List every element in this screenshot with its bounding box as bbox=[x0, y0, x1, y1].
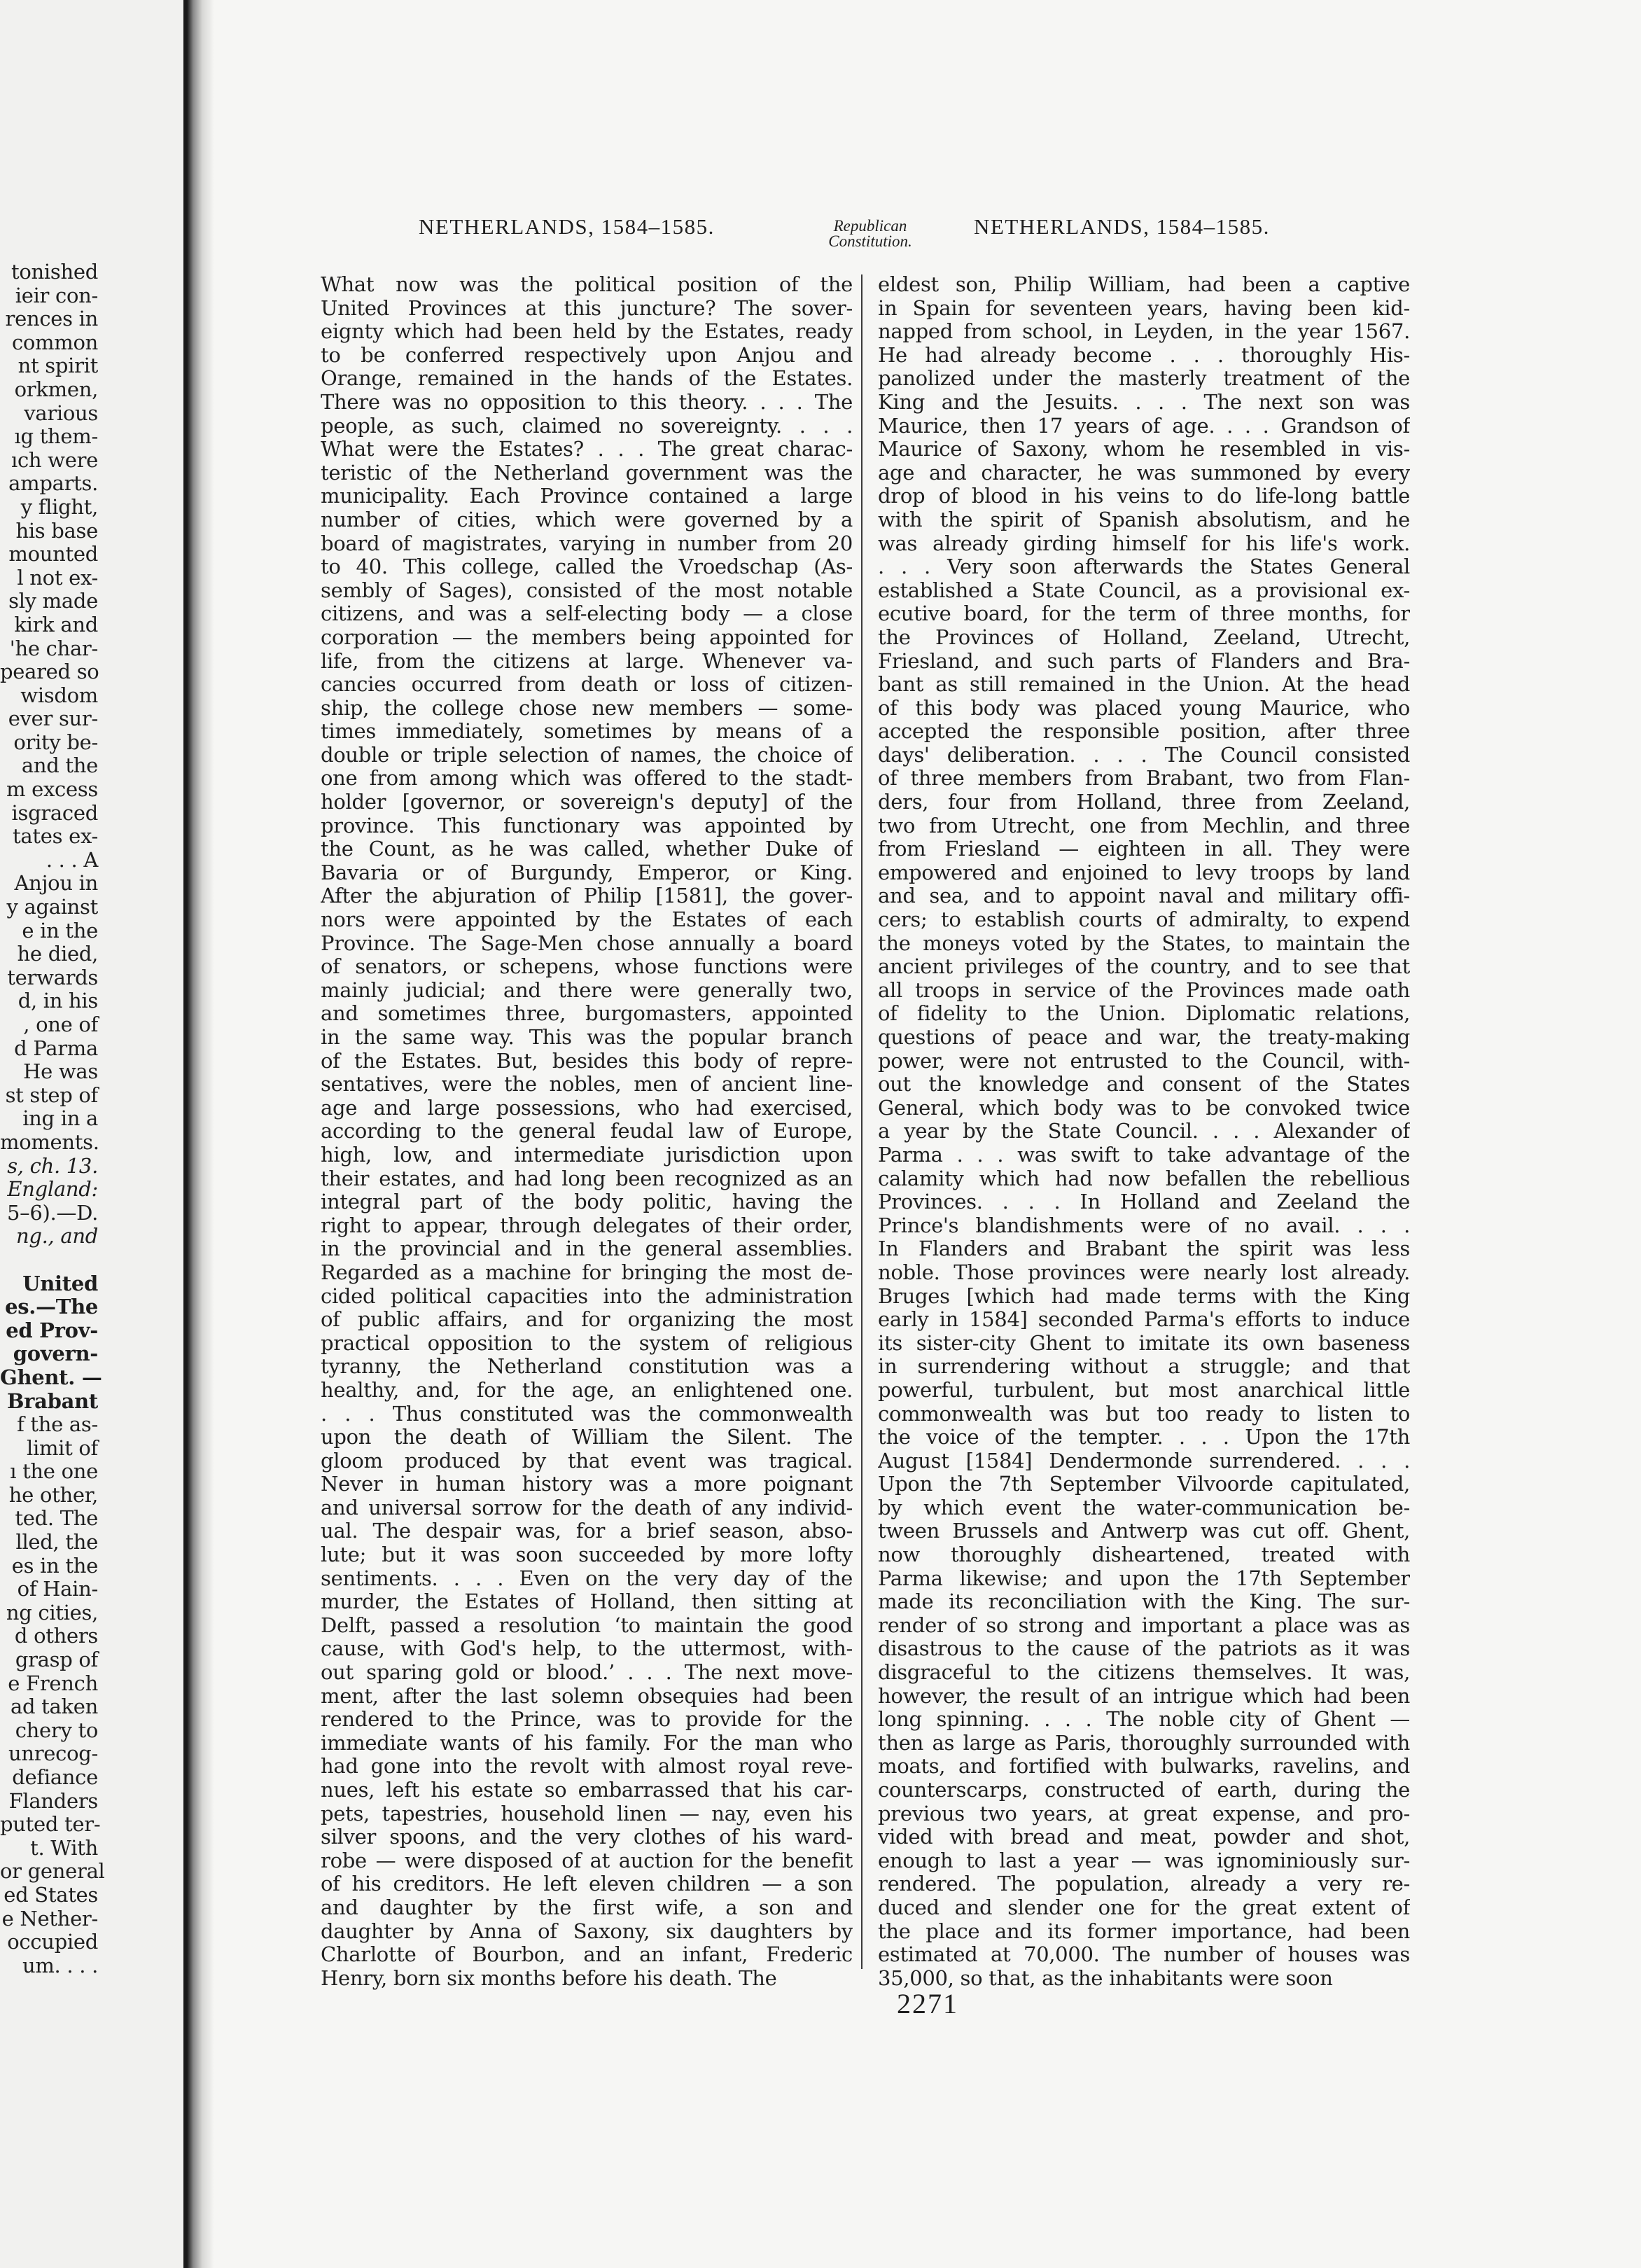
facing-page-line: y flight, bbox=[20, 494, 98, 519]
facing-page-line: various bbox=[24, 401, 98, 425]
text-line: cers; to establish courts of admiralty, to expend bbox=[878, 908, 1410, 932]
text-line: pets, tapestries, household linen — nay, even his bbox=[321, 1802, 853, 1825]
text-line: the place and its former importance, had been bbox=[878, 1919, 1410, 1943]
text-line: murder, the Estates of Holland, then sitting at bbox=[321, 1590, 853, 1614]
text-line: drop of blood in his veins to do life-long battle bbox=[878, 485, 1410, 508]
text-line: days' deliberation. . . . The Council consisted bbox=[878, 743, 1410, 767]
sidenote-line-2: Constitution. bbox=[828, 232, 912, 250]
facing-page-line: d, in his bbox=[18, 989, 98, 1013]
text-line: duced and slender one for the great extent of bbox=[878, 1895, 1410, 1919]
facing-page-line: or general bbox=[0, 1859, 105, 1884]
facing-page-line: ed Prov- bbox=[6, 1318, 98, 1342]
text-line: cided political capacities into the administration bbox=[321, 1284, 853, 1308]
text-line: and sometimes three, burgomasters, appointed bbox=[321, 1002, 853, 1026]
text-line: rendered. The population, already a very re- bbox=[878, 1872, 1410, 1896]
text-line: established a State Council, as a provisional ex- bbox=[878, 578, 1410, 602]
text-line: their estates, and had long been recognized as an bbox=[321, 1167, 853, 1190]
text-line: Bavaria or of Burgundy, Emperor, or King. bbox=[321, 861, 853, 884]
text-line: of three members from Brabant, two from Flan- bbox=[878, 767, 1410, 791]
facing-page-line: lled, the bbox=[15, 1530, 98, 1554]
facing-page-line: m excess bbox=[6, 777, 98, 802]
text-line: from Friesland — eighteen in all. They were bbox=[878, 837, 1410, 861]
text-line: August [1584] Dendermonde surrendered. . . . bbox=[878, 1449, 1410, 1473]
facing-page-line: his base bbox=[15, 518, 98, 543]
text-line: the moneys voted by the States, to maintain the bbox=[878, 931, 1410, 955]
facing-page-line: d others bbox=[14, 1624, 98, 1648]
facing-page-line: d Parma bbox=[14, 1036, 98, 1060]
text-line: to 40. This college, called the Vroedschap (As- bbox=[321, 555, 853, 579]
facing-page-fragment bbox=[0, 0, 183, 2268]
text-line: holder [governor, or sovereign's deputy] of the bbox=[321, 791, 853, 814]
text-line: eignty which had been held by the Estates, ready bbox=[321, 320, 853, 344]
facing-page-line: ı the one bbox=[10, 1459, 98, 1484]
text-line: life, from the citizens at large. Whenever va- bbox=[321, 649, 853, 673]
facing-page-line: sly made bbox=[8, 589, 98, 613]
text-line: all troops in service of the Provinces made oath bbox=[878, 978, 1410, 1002]
text-line: Friesland, and such parts of Flanders and Bra- bbox=[878, 649, 1410, 673]
text-line: rendered to the Prince, was to provide for the bbox=[321, 1708, 853, 1732]
facing-page-line: of Hain- bbox=[17, 1577, 98, 1601]
text-line: of public affairs, and for organizing the most bbox=[321, 1308, 853, 1332]
text-line: sentatives, were the nobles, men of ancient line- bbox=[321, 1073, 853, 1097]
facing-page-line: e Nether- bbox=[1, 1906, 98, 1930]
facing-page-line: puted ter- bbox=[0, 1812, 101, 1837]
facing-page-line: f the as- bbox=[17, 1412, 98, 1437]
text-line: age and character, he was summoned by every bbox=[878, 461, 1410, 485]
facing-page-line: tates ex- bbox=[13, 824, 98, 849]
text-line: commonwealth was but too ready to listen to bbox=[878, 1402, 1410, 1426]
text-line: After the abjuration of Philip [1581], the gover- bbox=[321, 884, 853, 908]
text-line: made its reconciliation with the King. The sur- bbox=[878, 1590, 1410, 1614]
text-line: napped from school, in Leyden, in the year 1567. bbox=[878, 320, 1410, 344]
text-line: tween Brussels and Antwerp was cut off. Ghent, bbox=[878, 1519, 1410, 1543]
facing-page-line: e French bbox=[8, 1671, 98, 1695]
text-line: was already girding himself for his life's work. bbox=[878, 531, 1410, 555]
facing-page-line: United bbox=[22, 1271, 98, 1295]
running-head-sidenote bbox=[797, 218, 944, 249]
text-line: according to the general feudal law of Europe, bbox=[321, 1120, 853, 1143]
text-line: now thoroughly disheartened, treated with bbox=[878, 1543, 1410, 1567]
text-line: one from among which was offered to the stadt- bbox=[321, 767, 853, 791]
text-line: disgraceful to the citizens themselves. It was, bbox=[878, 1661, 1410, 1685]
text-line: Upon the 7th September Vilvoorde capitulated, bbox=[878, 1473, 1410, 1496]
text-line: Orange, remained in the hands of the Estates. bbox=[321, 367, 853, 391]
text-line: Parma . . . was swift to take advantage of the bbox=[878, 1143, 1410, 1167]
text-line: What now was the political position of the bbox=[321, 273, 853, 296]
facing-page-line: ever sur- bbox=[8, 707, 98, 731]
text-line: had gone into the revolt with almost royal reve- bbox=[321, 1755, 853, 1779]
text-line: teristic of the Netherland government was the bbox=[321, 461, 853, 485]
facing-page-line: defiance bbox=[12, 1765, 98, 1789]
facing-page-line: kirk and bbox=[14, 612, 98, 636]
text-line: times immediately, sometimes by means of a bbox=[321, 720, 853, 744]
text-line: estimated at 70,000. The number of houses was bbox=[878, 1943, 1410, 1967]
text-line: vided with bread and meat, powder and shot, bbox=[878, 1825, 1410, 1849]
text-line: Parma likewise; and upon the 17th September bbox=[878, 1566, 1410, 1590]
facing-page-line: Brabant bbox=[6, 1389, 98, 1413]
facing-page-line: mounted bbox=[8, 542, 98, 566]
text-line: out the knowledge and consent of the States bbox=[878, 1073, 1410, 1097]
text-line: eldest son, Philip William, had been a captive bbox=[878, 273, 1410, 296]
facing-page-line: tonished bbox=[11, 260, 98, 284]
text-line: of senators, or schepens, whose functions were bbox=[321, 955, 853, 979]
facing-page-line: moments. bbox=[0, 1129, 99, 1154]
facing-page-line: rences in bbox=[5, 307, 98, 331]
facing-page-line: England: bbox=[7, 1177, 98, 1202]
text-line: ment, after the last solemn obsequies had been bbox=[321, 1684, 853, 1708]
text-line: of his creditors. He left eleven children — a son bbox=[321, 1872, 853, 1896]
text-line: moats, and fortified with bulwarks, ravelins, and bbox=[878, 1755, 1410, 1779]
text-line: Province. The Sage-Men chose annually a board bbox=[321, 931, 853, 955]
text-line: sembly of Sages), consisted of the most notable bbox=[321, 578, 853, 602]
text-line: the voice of the tempter. . . . Upon the 17th bbox=[878, 1426, 1410, 1449]
text-line: of fidelity to the Union. Diplomatic relations, bbox=[878, 1002, 1410, 1026]
facing-page-line: um. . . . bbox=[22, 1953, 98, 1977]
text-line: right to appear, through delegates of their order, bbox=[321, 1213, 853, 1237]
text-line: mainly judicial; and there were generally two, bbox=[321, 978, 853, 1002]
facing-page-line: ıch were bbox=[11, 447, 98, 472]
facing-page-line: unrecog- bbox=[8, 1741, 98, 1766]
text-line: cause, with God's help, to the uttermost, with- bbox=[321, 1637, 853, 1661]
text-line: municipality. Each Province contained a large bbox=[321, 485, 853, 508]
facing-page-line: s, ch. 13. bbox=[7, 1153, 98, 1178]
text-line: upon the death of William the Silent. The bbox=[321, 1426, 853, 1449]
text-line: of the Estates. But, besides this body of repre- bbox=[321, 1049, 853, 1073]
facing-page-line: st step of bbox=[5, 1083, 98, 1107]
text-line: empowered and enjoined to levy troops by land bbox=[878, 861, 1410, 884]
facing-page-line: ing in a bbox=[22, 1106, 98, 1131]
text-line: Henry, born six months before his death. The bbox=[321, 1966, 777, 1990]
facing-page-line: e in the bbox=[22, 918, 98, 942]
text-line: and daughter by the first wife, a son and bbox=[321, 1895, 853, 1919]
facing-page-line: He was bbox=[23, 1059, 98, 1084]
text-line: Never in human history was a more poignant bbox=[321, 1473, 853, 1496]
text-line: ancient privileges of the country, and to see that bbox=[878, 955, 1410, 979]
text-line: Charlotte of Bourbon, and an infant, Frederic bbox=[321, 1943, 853, 1967]
text-line: daughter by Anna of Saxony, six daughters by bbox=[321, 1919, 853, 1943]
text-line: then as large as Paris, thoroughly surrounded with bbox=[878, 1731, 1410, 1755]
text-line: high, low, and intermediate jurisdiction upon bbox=[321, 1143, 853, 1167]
text-line: age and large possessions, who had exercised, bbox=[321, 1096, 853, 1120]
facing-page-line: . . . A bbox=[46, 847, 98, 872]
text-line: in the same way. This was the popular branch bbox=[321, 1026, 853, 1049]
text-line: nors were appointed by the Estates of each bbox=[321, 908, 853, 932]
facing-page-line: Flanders bbox=[8, 1788, 98, 1813]
text-line: disastrous to the cause of the patriots as it was bbox=[878, 1637, 1410, 1661]
text-line: . . . Very soon afterwards the States General bbox=[878, 555, 1410, 579]
facing-page-line: 5–6).—D. bbox=[7, 1200, 98, 1225]
text-line: long spinning. . . . The noble city of Ghent — bbox=[878, 1708, 1410, 1732]
text-line: in surrendering without a struggle; and that bbox=[878, 1355, 1410, 1379]
text-line: gloom produced by that event was tragical. bbox=[321, 1449, 853, 1473]
text-line: Bruges [which had made terms with the King bbox=[878, 1284, 1410, 1308]
text-line: robe — were disposed of at auction for the benefit bbox=[321, 1849, 853, 1872]
facing-page-line: occupied bbox=[7, 1930, 98, 1954]
facing-page-line: es.—The bbox=[5, 1295, 98, 1319]
facing-page-line: grasp of bbox=[15, 1648, 98, 1672]
facing-page-line: terwards bbox=[7, 965, 98, 989]
running-head-left: NETHERLANDS, 1584–1585. bbox=[419, 214, 715, 239]
text-line: In Flanders and Brabant the spirit was less bbox=[878, 1237, 1410, 1261]
facing-page-line: y against bbox=[6, 895, 98, 919]
text-line: ship, the college chose new members — some- bbox=[321, 696, 853, 720]
text-line: double or triple selection of names, the choice of bbox=[321, 743, 853, 767]
right-column bbox=[878, 273, 1410, 1990]
text-line: Regarded as a machine for bringing the most de- bbox=[321, 1260, 853, 1284]
text-line: . . . Thus constituted was the commonwealth bbox=[321, 1402, 853, 1426]
text-line: He had already become . . . thoroughly His- bbox=[878, 343, 1410, 367]
facing-page-line: limit of bbox=[27, 1435, 98, 1460]
text-line: lute; but it was soon succeeded by more lofty bbox=[321, 1543, 853, 1567]
facing-page-line: ng cities, bbox=[6, 1600, 98, 1625]
text-line: bant as still remained in the Union. At the head bbox=[878, 673, 1410, 697]
text-line: a year by the State Council. . . . Alexander of bbox=[878, 1120, 1410, 1143]
text-line: ders, four from Holland, three from Zeeland, bbox=[878, 791, 1410, 814]
text-line: and universal sorrow for the death of any individ- bbox=[321, 1496, 853, 1519]
facing-page-line: peared so bbox=[0, 660, 99, 684]
book-gutter bbox=[183, 0, 214, 2268]
facing-page-line: he other, bbox=[8, 1482, 98, 1507]
text-line: its sister-city Ghent to imitate its own baseness bbox=[878, 1331, 1410, 1355]
facing-page-line: 'he char- bbox=[9, 636, 98, 660]
text-line: people, as such, claimed no sovereignty. . . . bbox=[321, 414, 853, 438]
facing-page-line: l not ex- bbox=[17, 565, 98, 590]
sidenote-line-1: Republican bbox=[833, 217, 907, 235]
text-line: What were the Estates? . . . The great charac- bbox=[321, 438, 853, 461]
facing-page-line: amparts. bbox=[8, 471, 98, 496]
text-line: and sea, and to appoint naval and military offi- bbox=[878, 884, 1410, 908]
text-line: early in 1584] seconded Parma's efforts to induce bbox=[878, 1308, 1410, 1332]
text-line: General, which body was to be convoked twice bbox=[878, 1096, 1410, 1120]
facing-page-line: ng., and bbox=[15, 1224, 98, 1248]
text-line: the Count, as he was called, whether Duke of bbox=[321, 837, 853, 861]
text-line: 35,000, so that, as the inhabitants were soon bbox=[878, 1966, 1333, 1990]
facing-page-line: common bbox=[11, 330, 98, 354]
facing-page-line: Ghent. — bbox=[0, 1365, 102, 1389]
text-line: calamity which had now befallen the rebellious bbox=[878, 1167, 1410, 1190]
facing-page-line: chery to bbox=[15, 1718, 98, 1742]
facing-page-line: ad taken bbox=[10, 1695, 98, 1719]
facing-page-line: wisdom bbox=[20, 683, 98, 707]
facing-page-line: ted. The bbox=[15, 1506, 98, 1531]
facing-page-line: Anjou in bbox=[14, 871, 98, 896]
facing-page-line: orkmen, bbox=[14, 377, 98, 401]
text-line: by which event the water-communication be- bbox=[878, 1496, 1410, 1519]
text-line: out sparing gold or blood.’ . . . The next move- bbox=[321, 1661, 853, 1685]
text-line: with the spirit of Spanish absolutism, and he bbox=[878, 508, 1410, 531]
text-line: in Spain for seventeen years, having been kid- bbox=[878, 296, 1410, 320]
text-line: province. This functionary was appointed by bbox=[321, 814, 853, 837]
text-line: of this body was placed young Maurice, who bbox=[878, 696, 1410, 720]
text-line: cancies occurred from death or loss of citizen- bbox=[321, 673, 853, 697]
left-column bbox=[321, 273, 853, 1990]
text-line: United Provinces at this juncture? The sover- bbox=[321, 296, 853, 320]
text-line: citizens, and was a self-electing body — a close bbox=[321, 602, 853, 626]
text-line: powerful, turbulent, but most anarchical little bbox=[878, 1378, 1410, 1402]
text-line: the Provinces of Holland, Zeeland, Utrecht, bbox=[878, 625, 1410, 649]
column-divider bbox=[861, 274, 863, 1969]
page-number: 2271 bbox=[897, 1988, 958, 2019]
text-line: to be conferred respectively upon Anjou and bbox=[321, 343, 853, 367]
text-line: in the provincial and in the general assemblies. bbox=[321, 1237, 853, 1261]
text-line: Maurice of Saxony, whom he resembled in vis- bbox=[878, 438, 1410, 461]
facing-page-line: and the bbox=[21, 753, 98, 778]
text-line: integral part of the body politic, having the bbox=[321, 1190, 853, 1214]
facing-page-line: ed States bbox=[4, 1882, 98, 1907]
text-line: two from Utrecht, one from Mechlin, and three bbox=[878, 814, 1410, 837]
text-line: questions of peace and war, the treaty-making bbox=[878, 1026, 1410, 1049]
text-line: healthy, and, for the age, an enlightened one. bbox=[321, 1378, 853, 1402]
text-line: immediate wants of his family. For the man who bbox=[321, 1731, 853, 1755]
text-line: counterscarps, constructed of earth, during the bbox=[878, 1779, 1410, 1802]
text-line: ecutive board, for the term of three months, for bbox=[878, 602, 1410, 626]
text-line: enough to last a year — was ignominiously sur- bbox=[878, 1849, 1410, 1872]
facing-page-line: t. With bbox=[30, 1835, 98, 1860]
text-line: corporation — the members being appointed for bbox=[321, 625, 853, 649]
text-line: sentiments. . . . Even on the very day of the bbox=[321, 1566, 853, 1590]
text-line: noble. Those provinces were nearly lost already. bbox=[878, 1260, 1410, 1284]
text-line: tyranny, the Netherland constitution was a bbox=[321, 1355, 853, 1379]
text-line: Prince's blandishments were of no avail. . . . bbox=[878, 1213, 1410, 1237]
text-line: There was no opposition to this theory. . . . The bbox=[321, 390, 853, 414]
text-line: render of so strong and important a place was as bbox=[878, 1613, 1410, 1637]
running-head-right: NETHERLANDS, 1584–1585. bbox=[974, 214, 1270, 239]
facing-page-line bbox=[0, 1248, 98, 1272]
text-line: panolized under the masterly treatment of the bbox=[878, 367, 1410, 391]
text-line: Provinces. . . . In Holland and Zeeland the bbox=[878, 1190, 1410, 1214]
text-line: accepted the responsible position, after three bbox=[878, 720, 1410, 744]
text-line: Delft, passed a resolution ‘to maintain the good bbox=[321, 1613, 853, 1637]
facing-page-line: nt spirit bbox=[18, 354, 98, 378]
facing-page-line: isgraced bbox=[11, 800, 98, 825]
text-line: practical opposition to the system of religious bbox=[321, 1331, 853, 1355]
facing-page-line: , one of bbox=[23, 1013, 98, 1036]
facing-page-line: govern- bbox=[13, 1342, 98, 1366]
facing-page-line: es in the bbox=[11, 1553, 98, 1578]
text-line: nues, left his estate so embarrassed that his car- bbox=[321, 1779, 853, 1802]
text-line: Maurice, then 17 years of age. . . . Grandson of bbox=[878, 414, 1410, 438]
facing-page-line: ority be- bbox=[13, 730, 98, 754]
facing-page-text bbox=[0, 260, 105, 1977]
text-line: ual. The despair was, for a brief season, abso- bbox=[321, 1519, 853, 1543]
text-line: however, the result of an intrigue which had been bbox=[878, 1684, 1410, 1708]
text-line: power, were not entrusted to the Council, with- bbox=[878, 1049, 1410, 1073]
facing-page-line: he died, bbox=[17, 942, 98, 966]
page bbox=[214, 0, 1641, 2268]
text-line: silver spoons, and the very clothes of his ward- bbox=[321, 1825, 853, 1849]
text-line: King and the Jesuits. . . . The next son was bbox=[878, 390, 1410, 414]
facing-page-line: ieir con- bbox=[15, 283, 98, 307]
text-line: previous two years, at great expense, and pro- bbox=[878, 1802, 1410, 1825]
text-line: board of magistrates, varying in number from 20 bbox=[321, 531, 853, 555]
text-line: number of cities, which were governed by a bbox=[321, 508, 853, 531]
facing-page-line: ıg them- bbox=[14, 424, 98, 449]
